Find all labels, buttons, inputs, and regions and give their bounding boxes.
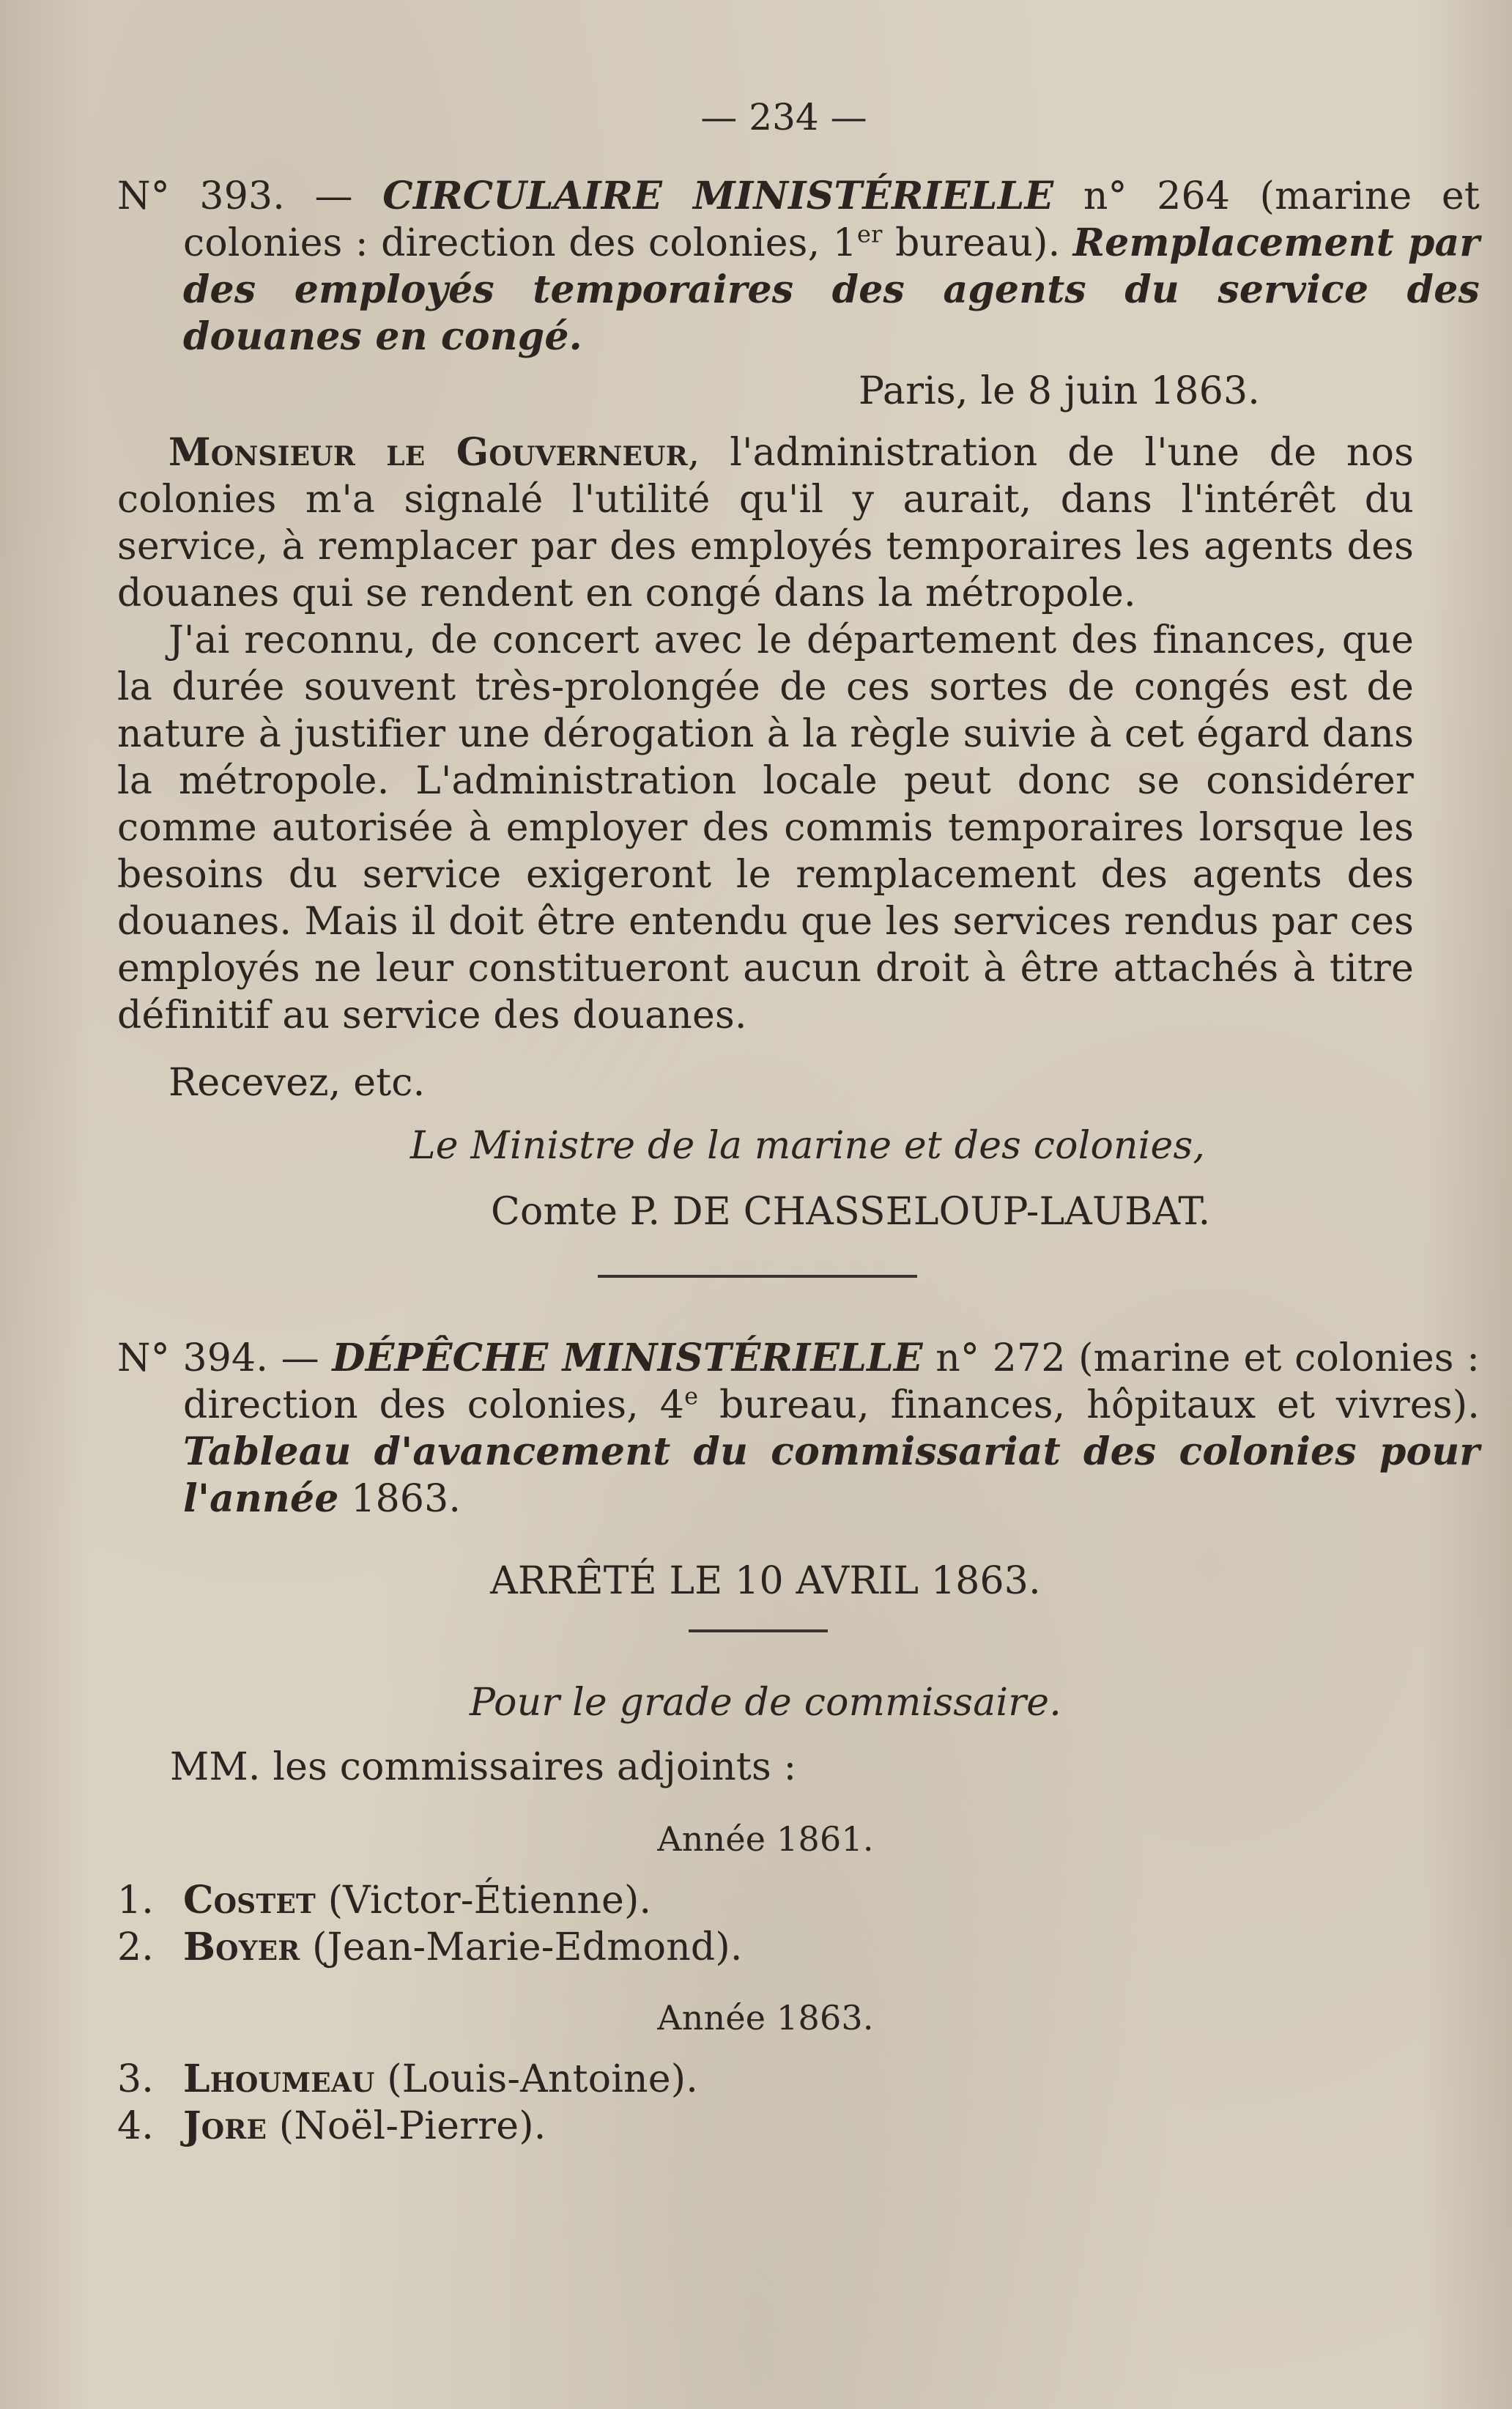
page-number: — 234 — (700, 96, 867, 138)
list-item (117, 2056, 1414, 2103)
entry-393-subject: Remplacement par des employés temporaires des agents du service des douanes en congé. (183, 221, 1480, 359)
list-item (117, 1877, 1414, 1924)
list-item (117, 2103, 1414, 2150)
entry-394-type: DÉPÊCHE MINISTÉRIELLE (332, 1336, 923, 1380)
entry-394-dash: — (268, 1336, 333, 1380)
group-1-year: Année 1861. (657, 1819, 874, 1859)
list-item-rank: 3. (117, 2057, 155, 2101)
section-divider (598, 1275, 917, 1278)
entry-394-subject: Tableau d'avancement du commissariat des colonies pour l'année (183, 1429, 1480, 1521)
entry-394-ref-end: bureau, finances, hôpitaux et vivres). (698, 1383, 1480, 1427)
list-item-rank: 1. (117, 1879, 155, 1923)
entry-393-signature-name: Comte P. DE CHASSELOUP-LAUBAT. (491, 1190, 1211, 1234)
list-item-surname: Boyer (183, 1925, 300, 1969)
list-item-rank: 2. (117, 1925, 155, 1969)
group-2-year: Année 1863. (657, 1998, 874, 2038)
list-item-given-names: (Noël-Pierre). (267, 2104, 546, 2148)
entry-393-para1: , l'administration de l'une de nos colonies m'a signalé l'utilité qu'il y aurait, dans l'intérêt du service, à remplacer par des employés temporaires les agents des douanes qui se rendent en congé dans la métropole. (117, 431, 1414, 615)
entry-393-number: N° 393. (117, 174, 286, 218)
list-item-surname: Jore (183, 2103, 267, 2148)
entry-394-arrete: ARRÊTÉ LE 10 AVRIL 1863. (490, 1559, 1041, 1603)
entry-394-ref-sup: e (684, 1382, 699, 1410)
entry-394-grade: Pour le grade de commissaire. (470, 1681, 1061, 1725)
entry-394-intro: MM. les commissaires adjoints : (170, 1745, 797, 1789)
entry-393-date: Paris, le 8 juin 1863. (859, 369, 1260, 413)
entry-393-heading (117, 173, 1480, 360)
list-item-rank: 4. (117, 2104, 155, 2148)
entry-393-ref-end: bureau). (882, 221, 1073, 265)
list-item-given-names: (Jean-Marie-Edmond). (300, 1925, 743, 1969)
entry-393-closing: Recevez, etc. (168, 1061, 426, 1105)
entry-393-paragraph-2: J'ai reconnu, de concert avec le département des finances, que la durée souvent très-prolongée de ces sortes de congés est de nature à justifier une dérogation à la règle suivie à cet égard dans la métropole. L'administration locale peut donc se considérer comme autorisée à employer des commis temporaires lorsque les besoins du service exigeront le remplacement des agents des douanes. Mais il doit être entendu que les services rendus par ces employés ne leur constitueront aucun droit à être attachés à titre définitif au service des douanes. (117, 618, 1414, 1037)
list-item-given-names: (Victor-Étienne). (315, 1879, 652, 1923)
entry-393-type: CIRCULAIRE MINISTÉRIELLE (382, 174, 1054, 218)
entry-394-heading (117, 1335, 1480, 1522)
list-item-surname: Lhoumeau (183, 2057, 375, 2101)
arrete-rule (689, 1629, 828, 1632)
entry-393-signature-title: Le Ministre de la marine et des colonies, (410, 1124, 1206, 1168)
list-item (117, 1924, 1414, 1971)
entry-393-ref-sup: er (857, 220, 883, 248)
entry-393-ref: n° 264 (marine et colonies : direction des colonies, 1 (183, 174, 1480, 265)
list-item-given-names: (Louis-Antoine). (374, 2057, 698, 2101)
list-item-surname: Costet (183, 1878, 316, 1923)
entry-393-salutation: Monsieur le Gouverneur (168, 430, 688, 475)
entry-393-dash: — (285, 174, 383, 218)
entry-394-subject-year: 1863. (338, 1477, 462, 1521)
entry-394-number: N° 394. (117, 1336, 269, 1380)
entry-393-paragraph-1 (117, 429, 1414, 617)
entry-394-ref: n° 272 (marine et colonies : direction des colonies, 4 (183, 1336, 1480, 1427)
